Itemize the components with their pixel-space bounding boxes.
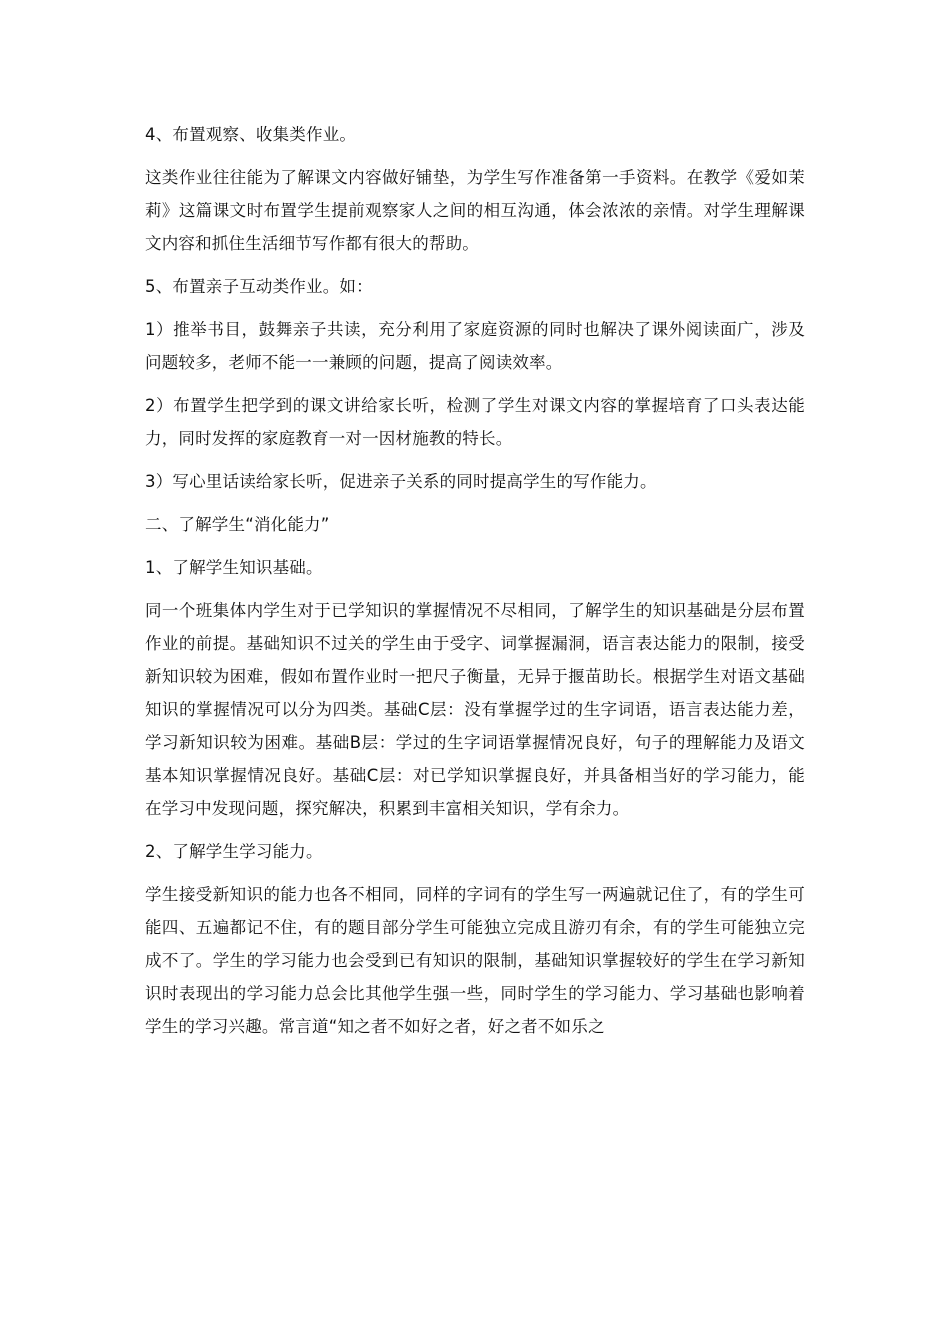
list-item-1: 1）推举书目，鼓舞亲子共读，充分利用了家庭资源的同时也解决了课外阅读面广，涉及问题较多，老师不能一一兼顾的问题，提高了阅读效率。 xyxy=(145,320,805,372)
list-item-2: 2）布置学生把学到的课文讲给家长听，检测了学生对课文内容的掌握培育了口头表达能力，同时发挥的家庭教育一对一因材施教的特长。 xyxy=(145,396,805,448)
heading-observation-homework: 4、布置观察、收集类作业。 xyxy=(145,125,357,144)
document-page xyxy=(145,118,805,1053)
subheading-learning-ability: 2、了解学生学习能力。 xyxy=(145,842,323,861)
subheading-knowledge-base: 1、了解学生知识基础。 xyxy=(145,558,323,577)
paragraph-observation-detail: 这类作业往往能为了解课文内容做好铺垫，为学生写作准备第一手资料。在教学《爱如茉莉》这篇课文时布置学生提前观察家人之间的相互沟通，体会浓浓的亲情。对学生理解课文内容和抓住生活细节写作都有很大的帮助。 xyxy=(145,168,805,253)
heading-parent-child-homework: 5、布置亲子互动类作业。如： xyxy=(145,277,373,296)
paragraph-knowledge-base: 同一个班集体内学生对于已学知识的掌握情况不尽相同，了解学生的知识基础是分层布置作业的前提。基础知识不过关的学生由于受字、词掌握漏洞，语言表达能力的限制，接受新知识较为困难，假如布置作业时一把尺子衡量，无异于揠苗助长。根据学生对语文基础知识的掌握情况可以分为四类。基础C层：没有掌握学过的生字词语，语言表达能力差，学习新知识较为困难。基础B层：学过的生字词语掌握情况良好，句子的理解能力及语文基本知识掌握情况良好。基础C层：对已学知识掌握良好，并具备相当好的学习能力，能在学习中发现问题，探究解决，积累到丰富相关知识，学有余力。 xyxy=(145,601,805,818)
list-item-3: 3）写心里话读给家长听，促进亲子关系的同时提高学生的写作能力。 xyxy=(145,472,657,491)
paragraph-learning-ability: 学生接受新知识的能力也各不相同，同样的字词有的学生写一两遍就记住了，有的学生可能四、五遍都记不住，有的题目部分学生可能独立完成且游刃有余，有的学生可能独立完成不了。学生的学习能力也会受到已有知识的限制，基础知识掌握较好的学生在学习新知识时表现出的学习能力总会比其他学生强一些，同时学生的学习能力、学习基础也影响着学生的学习兴趣。常言道“知之者不如好之者，好之者不如乐之 xyxy=(145,885,805,1036)
section-heading-2: 二、了解学生“消化能力” xyxy=(145,515,330,534)
